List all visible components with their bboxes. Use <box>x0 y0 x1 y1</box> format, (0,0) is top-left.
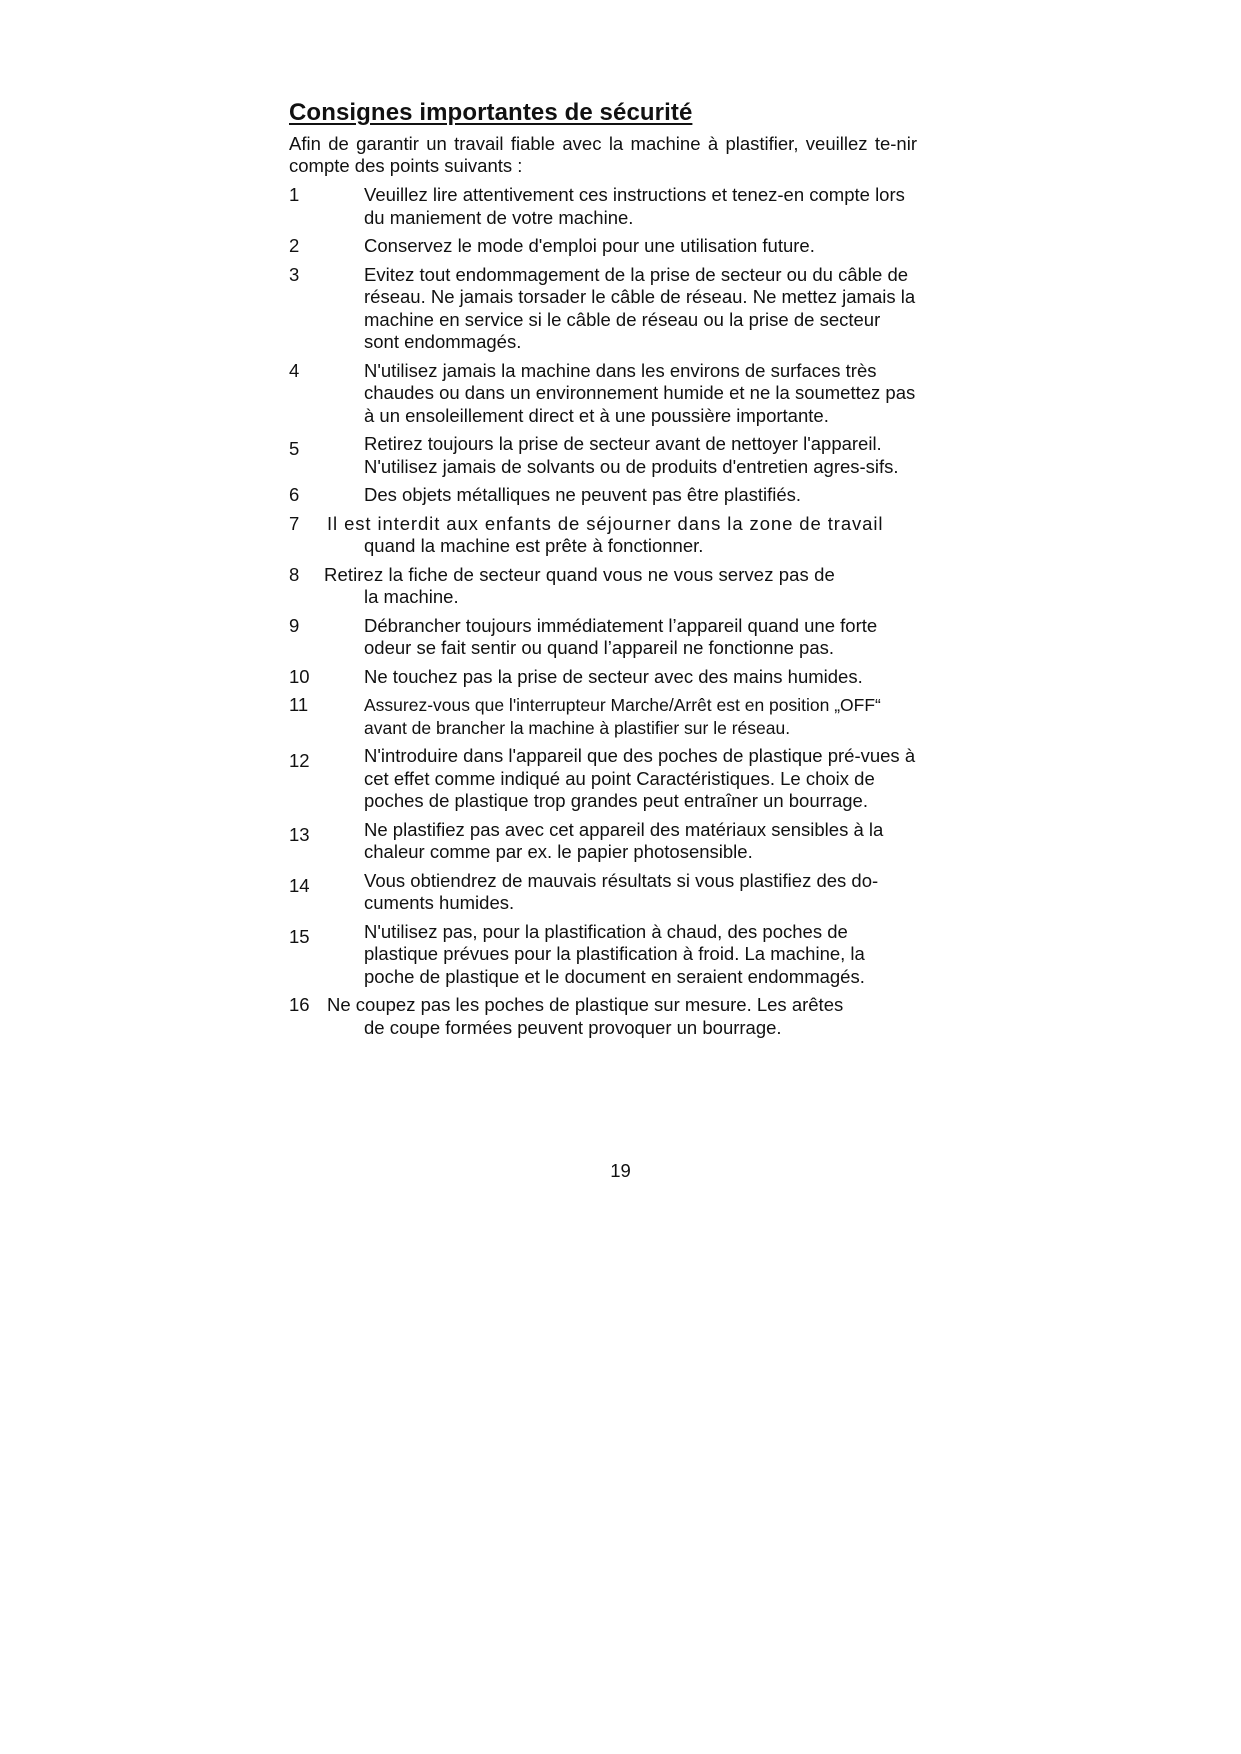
item-text-first-line: Il est interdit aux enfants de séjourner dans la zone de travail <box>327 512 884 534</box>
list-item <box>289 564 917 609</box>
item-number: 2 <box>289 235 300 256</box>
item-text: Assurez-vous que l'interrupteur Marche/Arrêt est en position „OFF“ avant de brancher la machine à plastifier sur le réseau. <box>364 695 881 738</box>
item-text: N'utilisez pas, pour la plastification à chaud, des poches de plastique prévues pour la plastification à froid. La machine, la poche de plastique et le document en seraient endommagés. <box>364 920 865 987</box>
item-number: 1 <box>289 184 300 205</box>
item-number: 6 <box>289 484 300 505</box>
list-item <box>289 745 917 813</box>
item-text-first-line: Ne coupez pas les poches de plastique sur mesure. Les arêtes <box>327 994 844 1015</box>
safety-instructions-list <box>289 184 917 1039</box>
item-number: 3 <box>289 263 300 285</box>
item-text: Ne plastifiez pas avec cet appareil des matériaux sensibles à la chaleur comme par ex. le papier photosensible. <box>364 818 884 862</box>
item-text-first-line: Retirez la fiche de secteur quand vous ne vous servez pas de <box>324 563 835 585</box>
list-item <box>289 994 917 1039</box>
item-text: Vous obtiendrez de mauvais résultats si vous plastifiez des do-cuments humides. <box>364 869 879 913</box>
item-text-continuation: la machine. <box>364 586 459 607</box>
safety-section <box>289 98 917 1045</box>
list-item <box>289 513 917 558</box>
list-item <box>289 484 917 507</box>
item-number: 10 <box>289 665 310 687</box>
item-number: 11 <box>289 694 309 715</box>
list-item <box>289 694 917 739</box>
item-number: 14 <box>289 874 310 896</box>
item-text: Veuillez lire attentivement ces instructions et tenez-en compte lors du maniement de votre machine. <box>364 184 905 228</box>
list-item <box>289 433 917 478</box>
list-item <box>289 360 917 428</box>
item-number: 5 <box>289 438 300 459</box>
list-item <box>289 264 917 354</box>
item-text-continuation: de coupe formées peuvent provoquer un bourrage. <box>364 1016 782 1038</box>
item-text: Des objets métalliques ne peuvent pas être plastifiés. <box>364 484 802 505</box>
item-text: N'utilisez jamais la machine dans les environs de surfaces très chaudes ou dans un environnement humide et ne la soumettez pas à un ensoleillement direct et à une poussière importante. <box>364 359 916 426</box>
item-number: 13 <box>289 823 310 845</box>
list-item <box>289 819 917 864</box>
item-number: 8 <box>289 563 300 585</box>
item-number: 16 <box>289 994 310 1015</box>
list-item <box>289 921 917 989</box>
item-text: N'introduire dans l'appareil que des poches de plastique pré-vues à cet effet comme indiqué au point Caractéristiques. Le choix de poches de plastique trop grandes peut entraîner un bourrage. <box>364 745 916 811</box>
item-number: 15 <box>289 925 310 947</box>
page-number: 19 <box>610 1160 631 1181</box>
list-item <box>289 615 917 660</box>
page-title: Consignes importantes de sécurité <box>289 99 693 126</box>
item-text: Débrancher toujours immédiatement l’appareil quand une forte odeur se fait sentir ou quand l’appareil ne fonctionne pas. <box>364 614 878 658</box>
item-text-continuation: quand la machine est prête à fonctionner. <box>364 535 704 556</box>
item-number: 4 <box>289 359 300 381</box>
item-number: 7 <box>289 512 300 534</box>
item-text: Retirez toujours la prise de secteur avant de nettoyer l'appareil. N'utilisez jamais de solvants ou de produits d'entretien agres-sifs. <box>364 433 899 477</box>
intro-paragraph: Afin de garantir un travail fiable avec la machine à plastifier, veuillez te-nir compte des points suivants : <box>289 133 917 176</box>
item-number: 12 <box>289 750 310 771</box>
list-item <box>289 235 917 258</box>
item-text: Conservez le mode d'emploi pour une utilisation future. <box>364 235 815 256</box>
item-text: Ne touchez pas la prise de secteur avec des mains humides. <box>364 665 863 687</box>
item-number: 9 <box>289 614 300 636</box>
list-item <box>289 870 917 915</box>
list-item <box>289 184 917 229</box>
item-text: Evitez tout endommagement de la prise de secteur ou du câble de réseau. Ne jamais torsader le câble de réseau. Ne mettez jamais la machine en service si le câble de réseau ou la prise de secteur sont endommagés. <box>364 263 916 352</box>
list-item <box>289 666 917 689</box>
